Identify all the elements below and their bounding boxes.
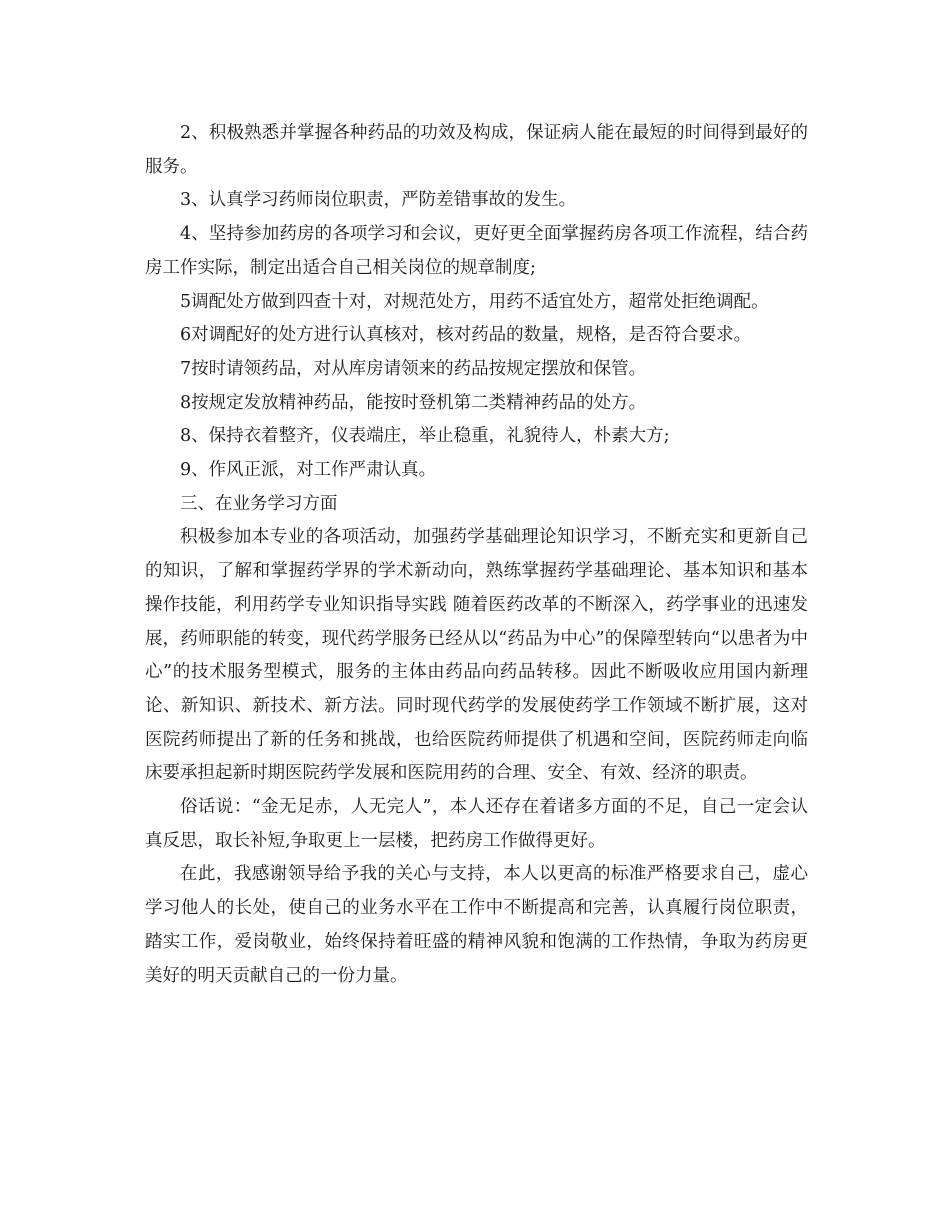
paragraph-closing: 在此，我感谢领导给予我的关心与支持，本人以更高的标准严格要求自己，虚心学习他人的长处，使自己的业务水平在工作中不断提高和完善，认真履行岗位职责，踏实工作，爱岗敬业，始终保持着旺盛的精神风貌和饱满的工作热情，争取为药房更美好的明天贡献自己的一份力量。 (145, 864, 808, 986)
paragraph-item-2: 2、积极熟悉并掌握各种药品的功效及构成，保证病人能在最短的时间得到最好的服务。 (145, 123, 808, 177)
paragraph-item-8b: 8、保持衣着整齐，仪表端庄，举止稳重，礼貌待人，朴素大方; (180, 426, 670, 447)
section-heading: 三、在业务学习方面 (180, 493, 338, 514)
paragraph-item-9: 9、作风正派，对工作严肃认真。 (180, 460, 437, 481)
paragraph-item-4: 4、坚持参加药房的各项学习和会议，更好更全面掌握药房各项工作流程，结合药房工作实际，制定出适合自己相关岗位的规章制度; (145, 224, 808, 278)
document-body (145, 117, 808, 993)
paragraph-proverb: 俗话说：“金无足赤，人无完人”，本人还存在着诸多方面的不足，自己一定会认真反思，取长补短,争取更上一层楼，把药房工作做得更好。 (145, 797, 808, 851)
paragraph-item-8a: 8按规定发放精神药品，能按时登机第二类精神药品的处方。 (180, 392, 647, 413)
paragraph-item-6: 6对调配好的处方进行认真核对，核对药品的数量，规格，是否符合要求。 (180, 325, 752, 346)
paragraph-item-7: 7按时请领药品，对从库房请领来的药品按规定摆放和保管。 (180, 358, 647, 379)
paragraph-item-5: 5调配处方做到四查十对，对规范处方，用药不适宜处方，超常处拒绝调配。 (180, 291, 769, 312)
paragraph-item-3: 3、认真学习药师岗位职责，严防差错事故的发生。 (180, 190, 577, 211)
paragraph-study: 积极参加本专业的各项活动，加强药学基础理论知识学习，不断充实和更新自己的知识，了解和掌握药学界的学术新动向，熟练掌握药学基础理论、基本知识和基本操作技能，利用药学专业知识指导实践 随着医药改革的不断深入，药学事业的迅速发展，药师职能的转变，现代药学服务已经从以“药品为中心”的保障型转向“以患者为中心”的技术服务型模式，服务的主体由药品向药品转移。因此不断吸收应用国内新理论、新知识、新技术、新方法。同时现代药学的发展使药学工作领域不断扩展，这对医院药师提出了新的任务和挑战，也给医院药师提供了机遇和空间，医院药师走向临床要承担起新时期医院药学发展和医院用药的合理、安全、有效、经济的职责。 (145, 527, 808, 784)
